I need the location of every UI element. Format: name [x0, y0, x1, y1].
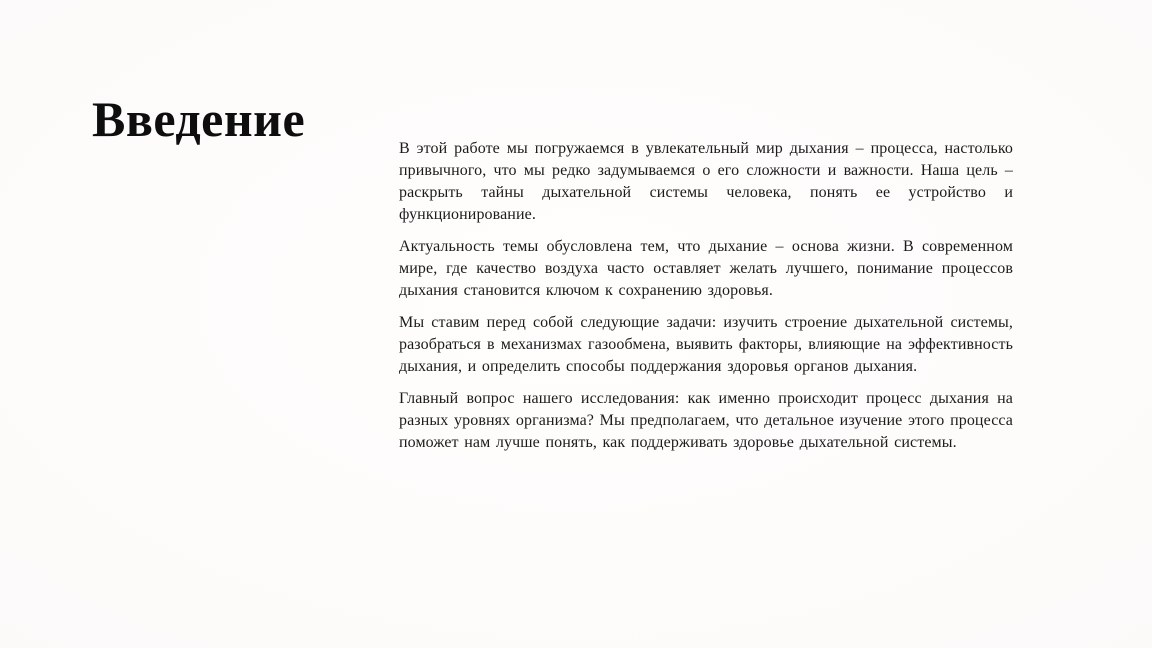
body-paragraph: В этой работе мы погружаемся в увлекательный мир дыхания – процесса, настолько привычного, что мы редко задумываемся о его сложности и важности. Наша цель – раскрыть тайны дыхательной системы человека, понять ее устройство и функционирование. [399, 140, 1013, 223]
body-paragraph: Актуальность темы обусловлена тем, что дыхание – основа жизни. В современном мире, где качество воздуха часто оставляет желать лучшего, понимание процессов дыхания становится ключом к сохранению здоровья. [399, 238, 1013, 299]
slide-body-text-block [399, 138, 1013, 454]
body-paragraph: Мы ставим перед собой следующие задачи: изучить строение дыхательной системы, разобраться в механизмах газообмена, выявить факторы, влияющие на эффективность дыхания, и определить способы поддержания здоровья органов дыхания. [399, 314, 1013, 375]
slide-title: Введение [92, 91, 306, 147]
body-paragraph: Главный вопрос нашего исследования: как именно происходит процесс дыхания на разных уровнях организма? Мы предполагаем, что детальное изучение этого процесса поможет нам лучше понять, как поддерживать здоровье дыхательной системы. [399, 390, 1013, 451]
